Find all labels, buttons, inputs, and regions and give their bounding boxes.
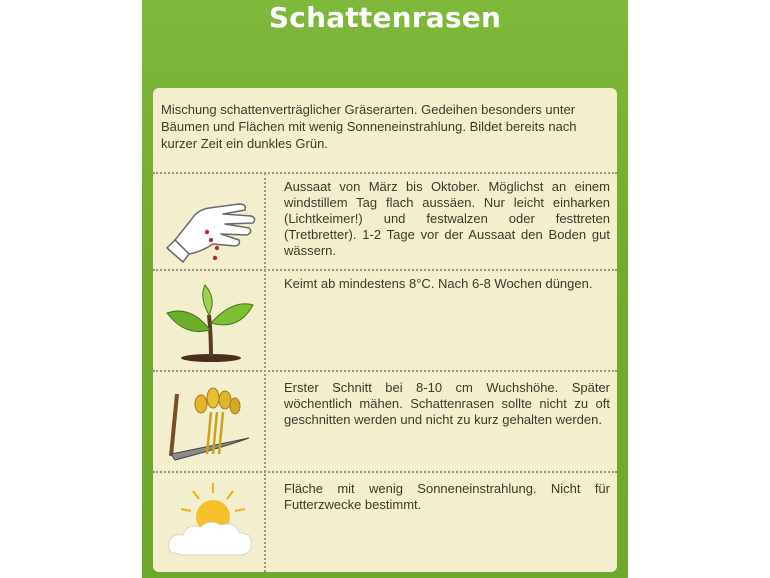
seedling-icon (161, 275, 261, 365)
page-title: Schattenrasen (268, 1, 502, 34)
list-item-germination (153, 271, 617, 370)
list-item-mowing (153, 372, 617, 471)
product-panel (142, 0, 628, 578)
list-item-sowing (153, 174, 617, 269)
germination-text: Keimt ab mindestens 8°C. Nach 6-8 Wochen düngen. (284, 276, 593, 291)
mowing-text: Erster Schnitt bei 8-10 cm Wuchshöhe. Später wöchentlich mähen. Schattenrasen sollte nicht zu oft geschnitten werden und nicht zu kurz gehalten werden. (284, 380, 610, 427)
info-card (153, 88, 617, 572)
intro-text: Mischung schattenverträglicher Gräserarten. Gedeihen besonders unter Bäumen und Flächen mit wenig Sonneneinstrahlung. Bildet bereits nach kurzer Zeit ein dunkles Grün. (161, 102, 577, 151)
sun-cloud-icon (161, 479, 261, 569)
scythe-wheat-icon (161, 376, 261, 466)
list-item-location (153, 473, 617, 572)
seeding-hand-icon (161, 180, 261, 270)
sowing-text: Aussaat von März bis Oktober. Möglichst an einem windstillem Tag flach aussäen. Nur leicht einharken (Lichtkeimer!) und festwalzen oder festtreten (Tretbretter). 1-2 Tage vor der Aussaat den Boden gut wässern. (284, 179, 610, 258)
location-text: Fläche mit wenig Sonneneinstrahlung. Nicht für Futterzwecke bestimmt. (284, 481, 610, 512)
